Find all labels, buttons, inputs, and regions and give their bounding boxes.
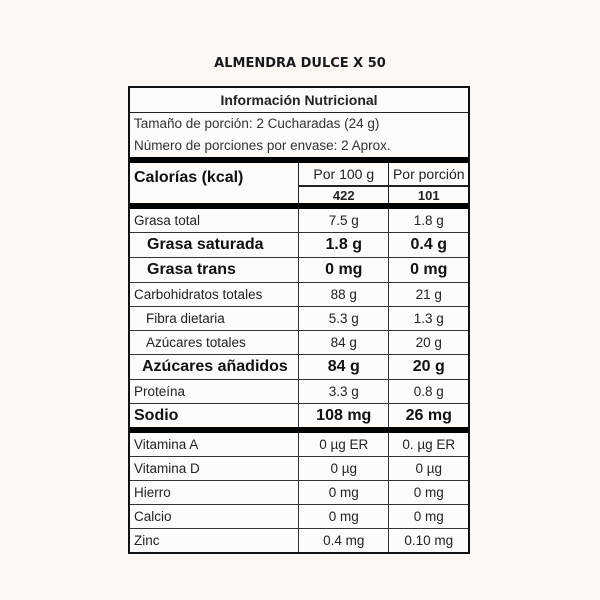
micronutrient-per-100g: 0 µg ER (298, 433, 388, 456)
per-serving-column (388, 163, 468, 203)
per-serving-header: Por porción (389, 163, 468, 187)
nutrient-per-100g: 5.3 g (298, 307, 388, 330)
nutrition-facts-label (128, 86, 470, 554)
micronutrient-row-calcio (130, 505, 468, 529)
calories-row (130, 163, 468, 203)
micronutrient-per-serving: 0 mg (388, 481, 468, 504)
nutrient-per-serving: 21 g (388, 283, 468, 306)
servings-per-container: Número de porciones por envase: 2 Aprox. (134, 138, 391, 153)
nutrient-row-grasa-trans (130, 258, 468, 283)
nutrient-name: Carbohidratos totales (134, 287, 263, 302)
product-title: ALMENDRA DULCE X 50 (214, 56, 386, 71)
nutrient-name: Azúcares totales (146, 335, 246, 350)
nutrient-per-100g: 1.8 g (298, 233, 388, 257)
nutrient-per-serving: 0.8 g (388, 380, 468, 403)
nutrient-name: Grasa saturada (147, 236, 264, 253)
nutrient-per-serving: 20 g (388, 331, 468, 354)
nutrient-per-serving: 1.3 g (388, 307, 468, 330)
nutrient-per-100g: 84 g (298, 331, 388, 354)
micronutrient-name: Zinc (134, 533, 160, 548)
micronutrient-row-vitamina-a (130, 433, 468, 457)
serving-size: Tamaño de porción: 2 Cucharadas (24 g) (134, 116, 380, 131)
micronutrient-per-100g: 0 mg (298, 505, 388, 528)
micronutrient-row-vitamina-d (130, 457, 468, 481)
micronutrients-section (130, 433, 468, 552)
nutrient-name: Grasa total (134, 213, 201, 228)
nutrient-name: Grasa trans (147, 261, 236, 278)
calories-label: Calorías (kcal) (134, 169, 244, 186)
nutrient-row-fibra (130, 307, 468, 331)
nutrient-row-sodio (130, 404, 468, 427)
nutrient-per-100g: 0 mg (298, 258, 388, 282)
nutrients-section (130, 209, 468, 427)
nutrient-per-serving: 0.4 g (388, 233, 468, 257)
nutrient-row-azucares-anadidos (130, 355, 468, 380)
micronutrient-name: Vitamina D (134, 461, 200, 476)
nutrient-per-100g: 84 g (298, 355, 388, 379)
nutrient-name: Proteína (134, 384, 186, 399)
nutrient-per-serving: 26 mg (388, 404, 468, 427)
micronutrient-name: Hierro (134, 485, 171, 500)
nutrient-row-azucares-totales (130, 331, 468, 355)
nutrient-per-100g: 88 g (298, 283, 388, 306)
micronutrient-name: Vitamina A (134, 437, 199, 452)
nutrient-name: Azúcares añadidos (142, 358, 288, 375)
micronutrient-per-100g: 0 mg (298, 481, 388, 504)
micronutrient-name: Calcio (134, 509, 172, 524)
nutrient-per-100g: 108 mg (298, 404, 388, 427)
micronutrient-per-serving: 0 µg (388, 457, 468, 480)
micronutrient-per-serving: 0 mg (388, 505, 468, 528)
nutrient-per-serving: 0 mg (388, 258, 468, 282)
nutrient-row-grasa-total (130, 209, 468, 233)
nutrient-row-proteina (130, 380, 468, 404)
micronutrient-per-100g: 0 µg (298, 457, 388, 480)
micronutrient-per-serving: 0. µg ER (388, 433, 468, 456)
calories-per-serving: 101 (417, 188, 440, 203)
micronutrient-row-zinc (130, 529, 468, 552)
label-header: Información Nutricional (130, 88, 468, 113)
nutrient-per-serving: 1.8 g (388, 209, 468, 232)
nutrient-row-grasa-saturada (130, 233, 468, 258)
nutrient-per-100g: 3.3 g (298, 380, 388, 403)
calories-per-100g: 422 (332, 188, 355, 203)
micronutrient-row-hierro (130, 481, 468, 505)
micronutrient-per-100g: 0.4 mg (298, 529, 388, 552)
micronutrient-per-serving: 0.10 mg (388, 529, 468, 552)
nutrient-row-carbohidratos (130, 283, 468, 307)
nutrient-name: Fibra dietaria (146, 311, 225, 326)
nutrient-name: Sodio (134, 407, 179, 424)
per-100g-header: Por 100 g (299, 163, 388, 187)
nutrient-per-100g: 7.5 g (298, 209, 388, 232)
nutrient-per-serving: 20 g (388, 355, 468, 379)
per-100g-column (298, 163, 388, 203)
